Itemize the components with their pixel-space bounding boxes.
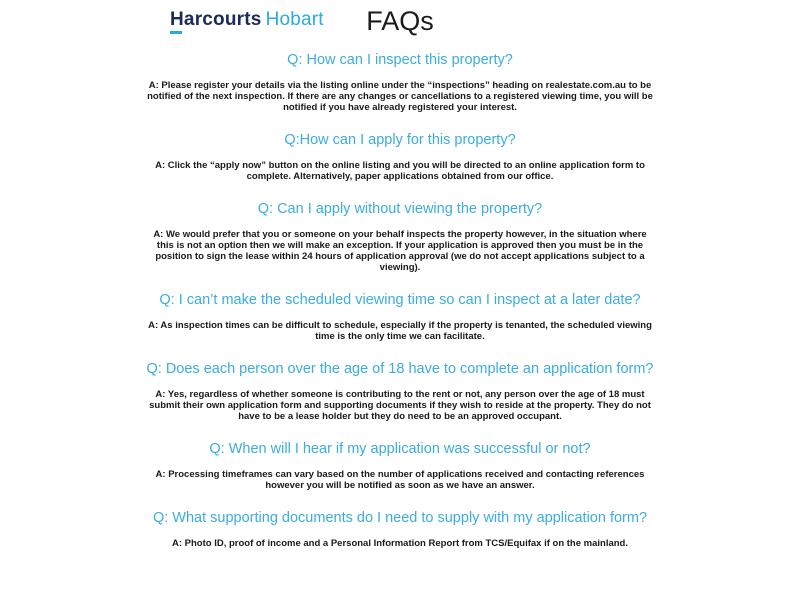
faq-item-2	[146, 132, 654, 182]
faq-question-7: Q: What supporting documents do I need to supply with my application form?	[152, 510, 648, 526]
faq-question-1: Q: How can I inspect this property?	[287, 52, 513, 68]
faq-question-6: Q: When will I hear if my application was successful or not?	[209, 441, 591, 457]
page-header	[0, 0, 800, 46]
faq-item-3	[146, 201, 654, 273]
faq-answer-2: A: Click the “apply now” button on the online listing and you will be directed to an online application form to complete. Alternatively, paper applications obtained from our office.	[155, 160, 645, 182]
faq-item-4	[146, 292, 654, 342]
logo-text-harcourts: Harcourts	[170, 9, 262, 30]
faq-answer-4: A: As inspection times can be difficult to schedule, especially if the property is tenanted, the scheduled viewing time is the only time we can facilitate.	[148, 320, 652, 342]
faq-question-2: Q:How can I apply for this property?	[284, 132, 516, 148]
faq-answer-3: A: We would prefer that you or someone on your behalf inspects the property however, in the situation where this is not an option then we will make an exception. If your application is approved then you must be in the position to sign the lease within 24 hours of application approval (we do not accept applications subject to a viewing).	[153, 229, 647, 273]
faq-item-7	[146, 510, 654, 549]
faq-item-5	[146, 361, 654, 422]
faq-answer-6: A: Processing timeframes can vary based on the number of applications received and contacting references however you will be notified as soon as we have an answer.	[155, 469, 645, 491]
faq-question-3: Q: Can I apply without viewing the property?	[257, 201, 543, 217]
faq-question-4: Q: I can’t make the scheduled viewing time so can I inspect at a later date?	[159, 292, 641, 308]
faq-answer-5: A: Yes, regardless of whether someone is contributing to the rent or not, any person over the age of 18 must submit their own application form and supporting documents if they wish to reside at the property. They do not have to be a lease holder but they do need to be an approved occupant.	[149, 389, 651, 422]
faq-item-1	[146, 52, 654, 113]
faq-answer-7: A: Photo ID, proof of income and a Personal Information Report from TCS/Equifax if on the mainland.	[171, 538, 629, 549]
logo-text-hobart: Hobart	[265, 9, 324, 30]
faq-item-6	[146, 441, 654, 491]
faq-question-5: Q: Does each person over the age of 18 have to complete an application form?	[146, 361, 654, 377]
page-title: FAQs	[366, 6, 434, 36]
faq-list	[146, 0, 654, 549]
faq-answer-1: A: Please register your details via the listing online under the “inspections” heading on realestate.com.au to be notified of the next inspection. If there are any changes or cancellations to a registered viewing time, you will be notified if you have already registered your interest.	[147, 80, 653, 113]
